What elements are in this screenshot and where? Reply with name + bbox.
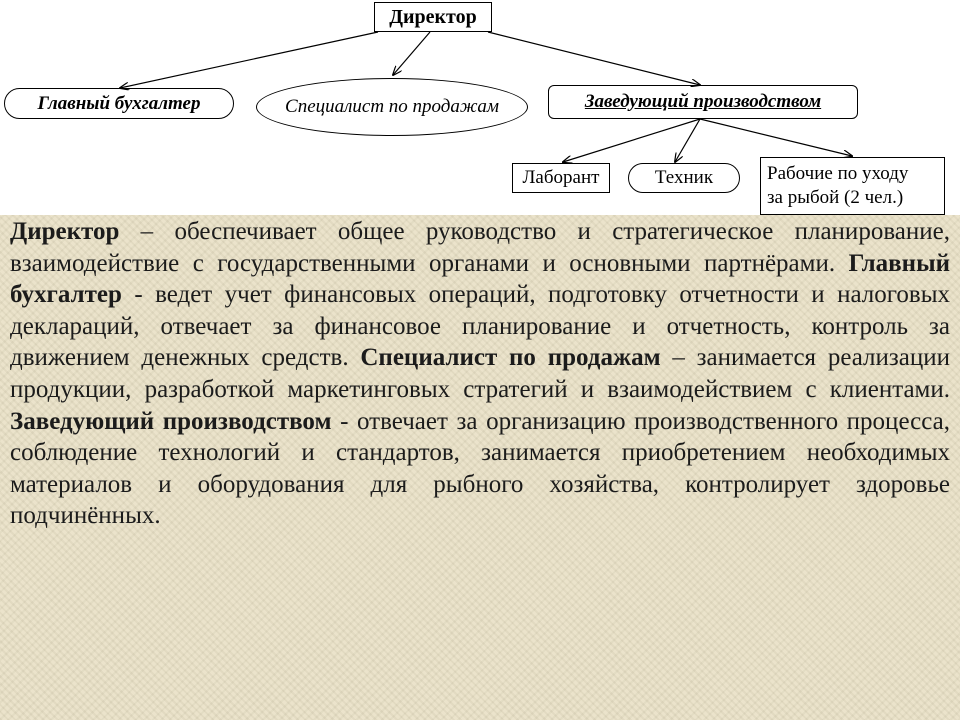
- text-sales-specialist: – занимается реализации продукции, разработкой маркетинговых стратегий и взаимодействием с клиентами.: [10, 344, 951, 403]
- roles-description: [10, 216, 950, 532]
- text-chief-accountant: - ведет учет финансовых операций, подготовку отчетности и налоговых деклараций, отвечает за финансовое планирование и отчетность, контроль за движением денежных средств.: [10, 281, 950, 372]
- node-fish-care-workers: [760, 157, 945, 215]
- connector-director-production: [488, 32, 700, 85]
- workers-label-line1: Рабочие по уходу: [767, 163, 909, 184]
- term-chief-accountant: Главный бухгалтер: [10, 249, 950, 309]
- term-sales-specialist: Специалист по продажам: [360, 344, 661, 372]
- connector-production-lab: [563, 119, 700, 162]
- node-sales-specialist: Специалист по продажам: [256, 78, 528, 136]
- node-technician: Техник: [628, 163, 740, 193]
- term-production-head: Заведующий производством: [10, 407, 332, 435]
- node-director: Директор: [374, 2, 492, 32]
- node-chief-accountant: Главный бухгалтер: [4, 88, 234, 119]
- text-director: – обеспечивает общее руководство и стратегическое планирование, взаимодействие с государственными органами и основными партнёрами.: [10, 218, 950, 277]
- connector-production-workers: [700, 119, 852, 156]
- node-production-head: Заведующий производством: [548, 85, 858, 119]
- term-director: Директор: [10, 218, 120, 245]
- connector-director-sales: [393, 32, 430, 75]
- text-production-head: - отвечает за организацию производственного процесса, соблюдение технологий и стандартов, занимается приобретением необходимых материалов и оборудования для рыбного хозяйства, контролирует здоровье подчинённых.: [10, 407, 951, 530]
- workers-label-line2: за рыбой (2 чел.): [767, 187, 904, 208]
- node-lab-assistant: Лаборант: [512, 163, 610, 193]
- org-chart: [0, 0, 960, 215]
